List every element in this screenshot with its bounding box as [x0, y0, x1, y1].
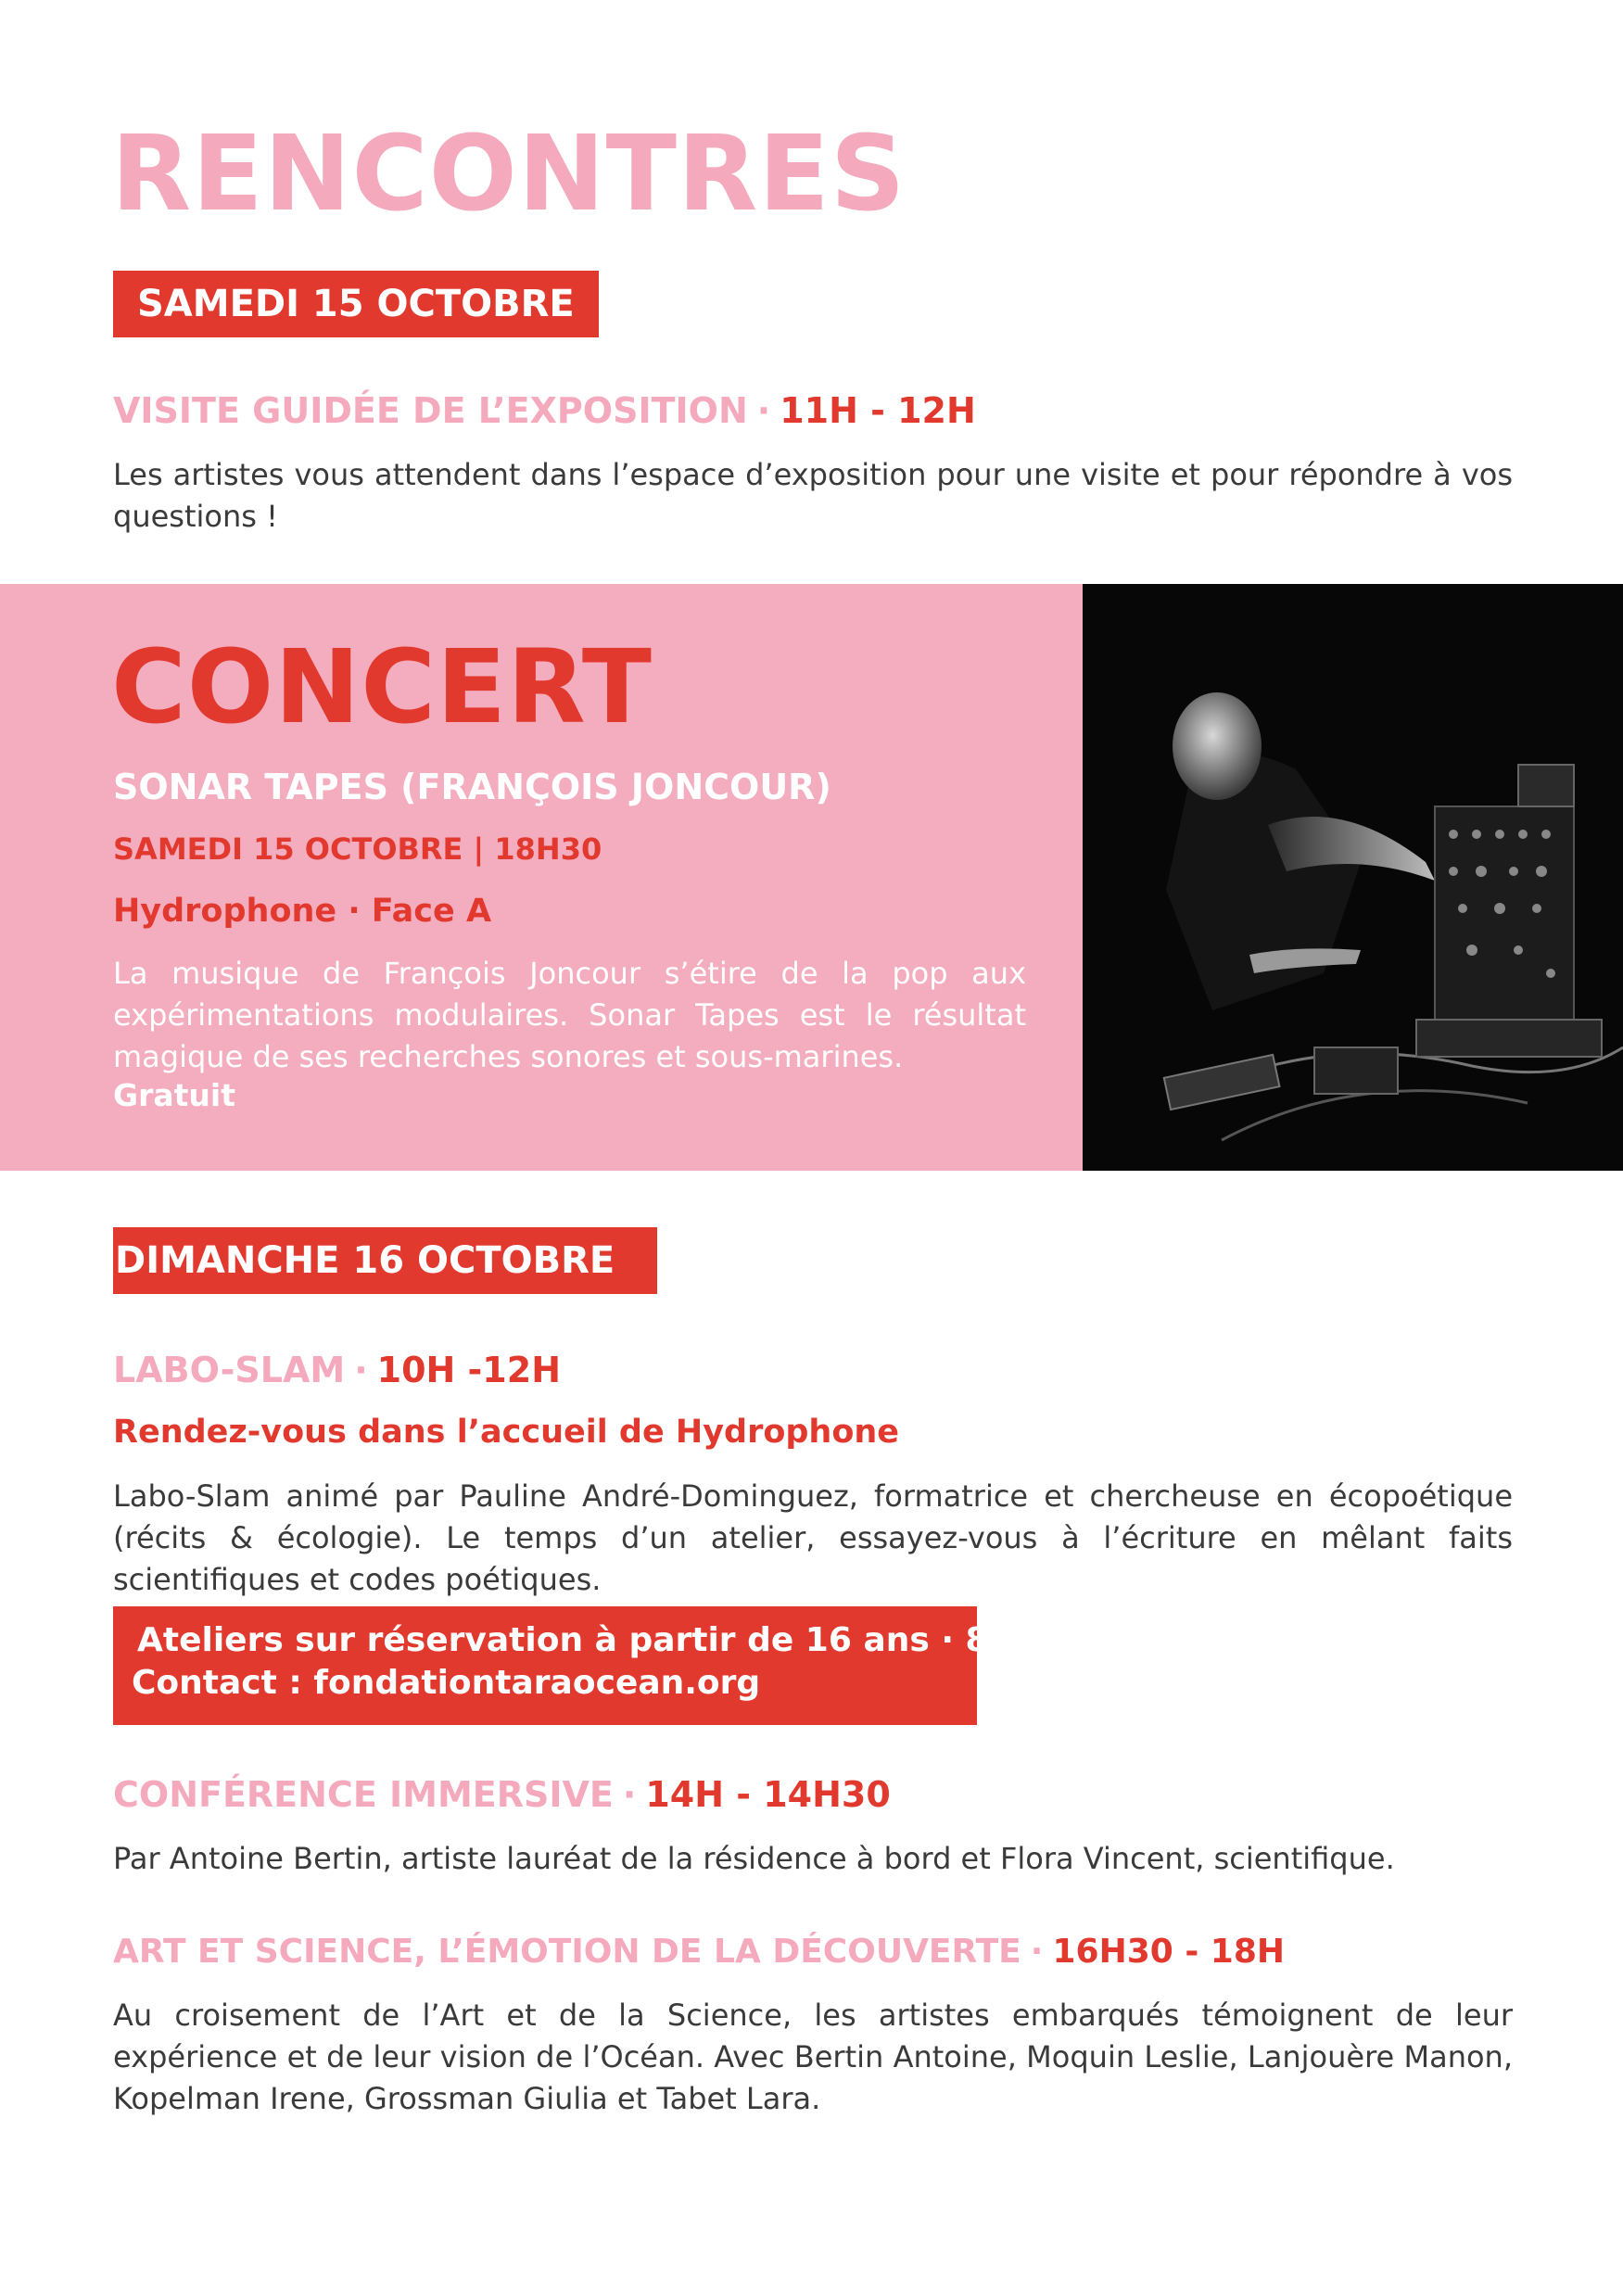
musician-image: [1083, 584, 1623, 1171]
labo-slam-description: Labo-Slam animé par Pauline André-Dominguez, formatrice et chercheuse en écopoétique (récits & écologie). Le temps d’un atelier, essayez-vous à l’écriture en mêlant faits scientifiques et codes poétiques.: [113, 1478, 1513, 1597]
art-science-time: 16H30 - 18H: [1052, 1933, 1286, 1971]
art-science-heading: [113, 1935, 1285, 1969]
labo-slam-heading: [113, 1352, 561, 1388]
concert-photo: [1083, 584, 1623, 1171]
conference-title: CONFÉRENCE IMMERSIVE: [113, 1774, 614, 1815]
labo-slam-time: 10H -12H: [376, 1350, 561, 1390]
separator-dot: ·: [354, 1350, 368, 1390]
conference-time: 14H - 14H30: [645, 1774, 891, 1815]
art-science-description: Au croisement de l’Art et de la Science, les artistes embarqués témoignent de leur expérience et de leur vision de l’Océan. Avec Bertin Antoine, Moquin Leslie, Lanjouère Manon, Kopelman Irene, Grossman Giulia et Tabet Lara.: [113, 1998, 1513, 2116]
concert-artist: SONAR TAPES (FRANÇOIS JONCOUR): [113, 767, 831, 807]
reservation-box: [113, 1606, 1121, 1725]
art-science-title: ART ET SCIENCE, L’ÉMOTION DE LA DÉCOUVERTE: [113, 1933, 1021, 1971]
visit-event-heading: [113, 390, 976, 431]
separator-dot: ·: [756, 390, 771, 431]
concert-datetime: SAMEDI 15 OCTOBRE | 18H30: [113, 831, 602, 867]
concert-description: La musique de François Joncour s’étire de la pop aux expérimentations modulaires. Sonar Tapes est le résultat magique de ses recherches sonores et sous-marines.: [113, 956, 1026, 1074]
visit-description: Les artistes vous attendent dans l’espace d’exposition pour une visite et pour répondre à vos questions !: [113, 457, 1513, 534]
reservation-contact[interactable]: Contact : fondationtaraocean.org: [132, 1664, 761, 1702]
reservation-line-1: Ateliers sur réservation à partir de 16 ans · 8 places: [137, 1621, 1121, 1659]
concert-venue: Hydrophone · Face A: [113, 893, 492, 930]
concert-price: Gratuit: [113, 1077, 235, 1113]
concert-heading: CONCERT: [111, 628, 653, 746]
labo-slam-title: LABO-SLAM: [113, 1350, 346, 1390]
saturday-date-badge: SAMEDI 15 OCTOBRE: [113, 271, 599, 337]
separator-dot: ·: [1030, 1933, 1044, 1971]
visit-time: 11H - 12H: [780, 390, 976, 431]
labo-slam-location: Rendez-vous dans l’accueil de Hydrophone: [113, 1414, 900, 1451]
sunday-date-badge: DIMANCHE 16 OCTOBRE: [113, 1227, 657, 1294]
conference-description: Par Antoine Bertin, artiste lauréat de la résidence à bord et Flora Vincent, scientifique.: [113, 1841, 1395, 1876]
conference-heading: [113, 1774, 891, 1815]
page-title: RENCONTRES: [111, 114, 907, 235]
visit-title: VISITE GUIDÉE DE L’EXPOSITION: [113, 390, 748, 431]
separator-dot: ·: [622, 1774, 637, 1815]
